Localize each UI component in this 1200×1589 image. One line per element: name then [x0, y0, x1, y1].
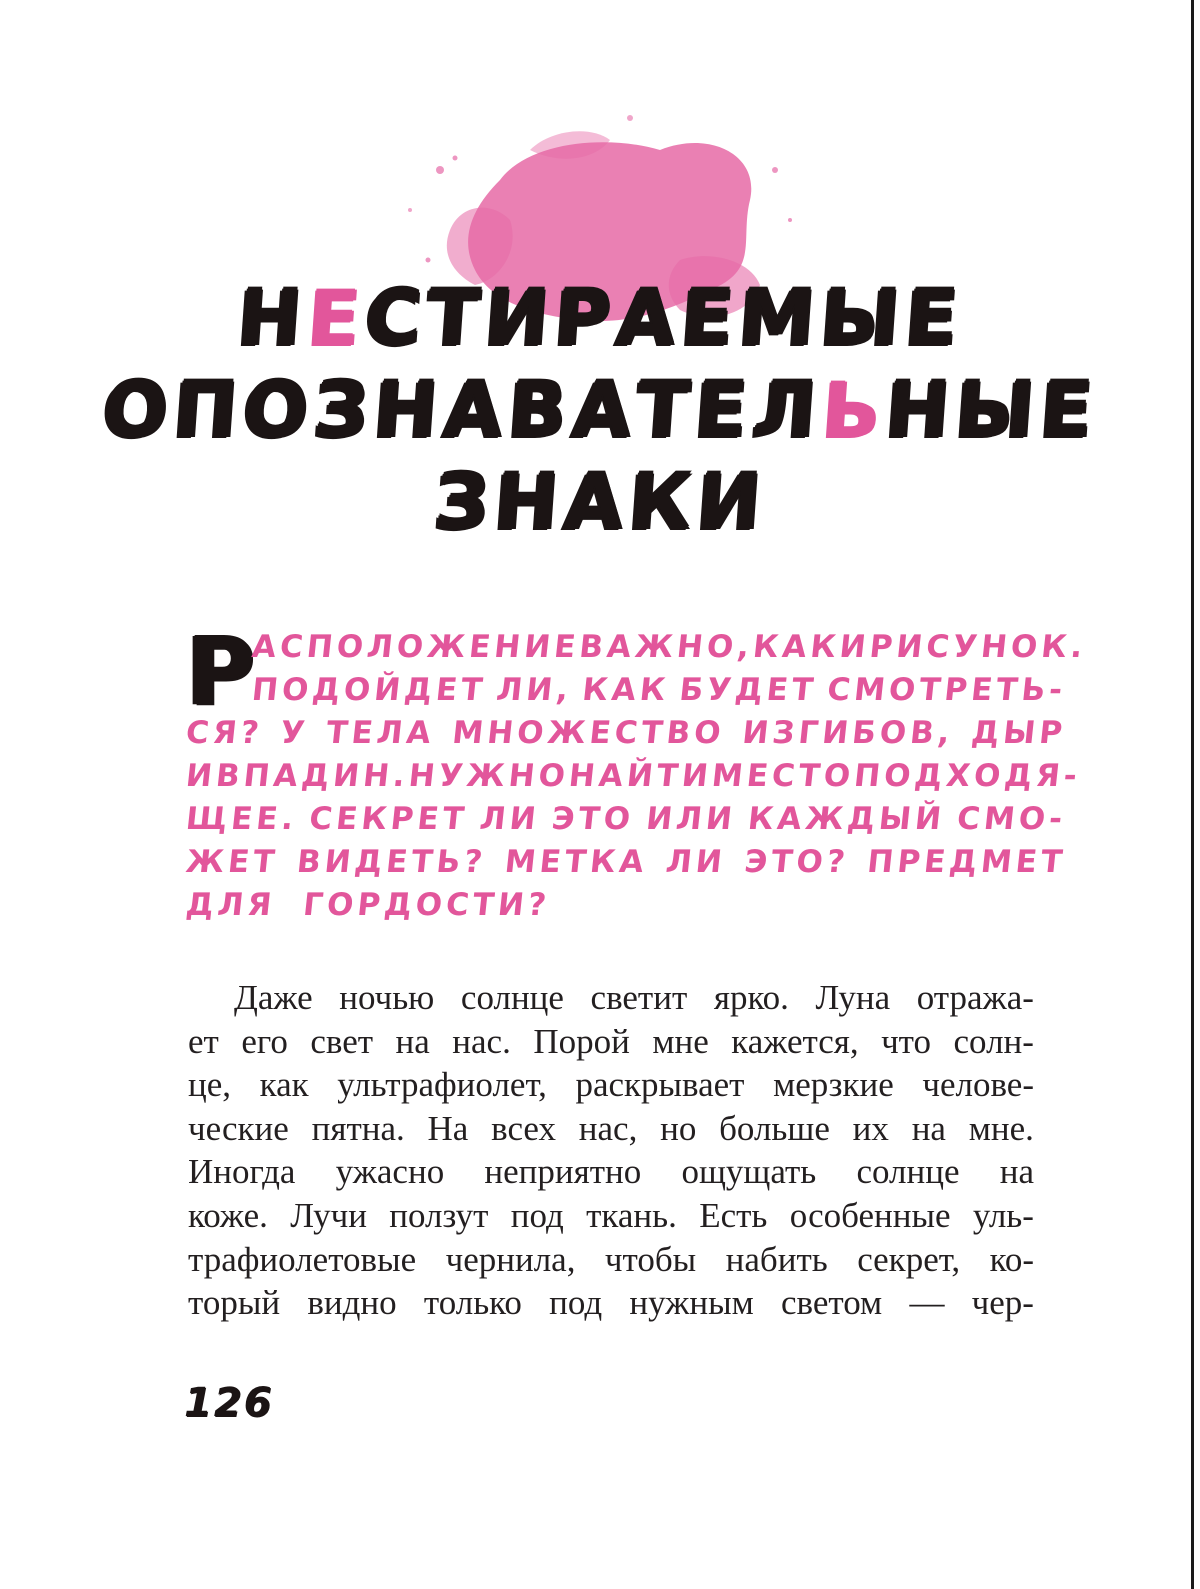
intro-word: ЛИ [664, 844, 728, 880]
intro-word: ДЫР [969, 715, 1068, 751]
body-word: торый [188, 1283, 281, 1323]
intro-word: СМО- [955, 801, 1068, 837]
drop-cap: Р [186, 617, 255, 726]
body-word: Даже [234, 978, 313, 1017]
title-line-1 [0, 273, 1200, 372]
body-word: Порой [533, 1021, 630, 1061]
body-line [188, 1063, 1034, 1107]
intro-word: МЕТКА [502, 844, 650, 880]
title-text: Н [234, 273, 311, 362]
title-text: ОПОЗНАВАТЕЛ [99, 365, 826, 454]
intro-word: ВИДЕТЬ? [295, 844, 489, 880]
intro-word: ИЗГИБОВ, [740, 715, 956, 751]
intro-paragraph [184, 617, 1089, 927]
intro-word: ТЕЛА [324, 715, 437, 751]
body-word: уль- [972, 1195, 1034, 1235]
intro-line [184, 798, 1069, 841]
body-word: мне. [968, 1108, 1034, 1148]
title-line-3 [0, 457, 1200, 556]
intro-lines [184, 617, 1089, 927]
body-word: под [510, 1195, 564, 1235]
page-number: 126 [184, 1380, 274, 1426]
body-word: мне [652, 1021, 709, 1061]
body-word: на [911, 1108, 946, 1148]
body-word: светом [780, 1283, 883, 1323]
body-word: солнце [460, 978, 564, 1017]
intro-word: ЭТО [549, 801, 636, 837]
body-word: секрет, [857, 1239, 961, 1279]
body-word: на [999, 1152, 1034, 1192]
body-line [188, 1107, 1034, 1151]
intro-word: СЕКРЕТ [307, 801, 470, 837]
intro-word: ДЛЯ [184, 887, 278, 923]
title-accent-letter: Ь [818, 365, 889, 454]
body-word: чернила, [445, 1239, 576, 1279]
intro-word: МЕСТО [710, 758, 857, 794]
page-edge-divider [1191, 0, 1194, 1589]
body-word: его [241, 1021, 288, 1061]
intro-line [184, 884, 1069, 927]
body-word: Луна [815, 978, 891, 1017]
title-text: НЫЕ [882, 365, 1102, 454]
body-word: солн- [953, 1021, 1034, 1061]
body-word: светит [590, 978, 688, 1017]
intro-word: НУЖНО [406, 758, 571, 794]
intro-word: НАЙТИ [567, 758, 714, 794]
body-word: только [423, 1283, 522, 1323]
body-word: набить [725, 1239, 828, 1279]
body-word: челове- [922, 1065, 1034, 1105]
body-word: больше [719, 1108, 830, 1148]
intro-word: АСПОЛОЖЕНИЕ [250, 629, 582, 665]
body-word: нас. [452, 1021, 511, 1061]
body-word: ткань. [586, 1195, 677, 1235]
intro-word: У [278, 715, 311, 751]
body-word: ползут [389, 1195, 489, 1235]
body-word: нужным [629, 1283, 754, 1323]
body-word: коже. [188, 1195, 268, 1235]
body-word: как [259, 1065, 309, 1105]
body-line [188, 1150, 1034, 1194]
body-word: кажется, [731, 1021, 859, 1061]
body-word: отража- [916, 978, 1034, 1017]
intro-word: СЯ? [184, 715, 265, 751]
intro-word: ЖЕТ [184, 844, 281, 880]
body-word: це, [188, 1065, 232, 1105]
intro-word: ИЛИ [644, 801, 738, 837]
intro-word: ГОРДОСТИ? [301, 887, 552, 923]
intro-word: ЛИ [478, 801, 542, 837]
body-line [188, 1238, 1034, 1282]
intro-line [184, 712, 1069, 755]
intro-word: БУДЕТ [677, 672, 819, 708]
intro-word: МНОЖЕСТВО [450, 715, 727, 751]
body-word: ярко. [713, 978, 789, 1017]
body-word: ко- [989, 1239, 1034, 1279]
intro-word: ВПАДИН. [214, 758, 411, 794]
body-word: Есть [699, 1195, 768, 1235]
body-word: Иногда [188, 1152, 296, 1192]
intro-word: РИСУНОК. [867, 629, 1089, 665]
intro-word: И [184, 758, 218, 794]
intro-word: ПОДОЙДЕТ [250, 672, 489, 708]
body-line [188, 1194, 1034, 1238]
body-word: особенные [789, 1195, 951, 1235]
intro-line [250, 669, 1069, 712]
body-word: их [852, 1108, 889, 1148]
body-word: ет [188, 1021, 219, 1061]
body-word: свет [310, 1021, 374, 1061]
body-word: всех [491, 1108, 556, 1148]
body-word: видно [307, 1283, 397, 1323]
intro-word: КАЖДЫЙ [746, 801, 947, 837]
body-word: что [881, 1021, 932, 1061]
intro-word: КАК [751, 629, 842, 665]
body-word: мерзкие [773, 1065, 894, 1105]
title-line-2 [0, 365, 1200, 464]
intro-line [250, 626, 1089, 669]
body-word: раскрывает [575, 1065, 745, 1105]
intro-word: ПОДХОДЯ- [852, 758, 1083, 794]
body-word: — [909, 1283, 945, 1323]
body-line [188, 1281, 1034, 1325]
body-word: нас, [578, 1108, 638, 1148]
body-word: но [660, 1108, 697, 1148]
body-word: пятна. [311, 1108, 405, 1148]
body-word: ночью [339, 978, 435, 1017]
body-word: неприятно [484, 1152, 642, 1192]
body-word: ощущать [681, 1152, 817, 1192]
body-line [188, 976, 1034, 1020]
intro-word: ПРЕДМЕТ [865, 844, 1068, 880]
title-accent-letter: Е [304, 273, 369, 362]
body-word: чер- [971, 1283, 1034, 1323]
intro-word: ВАЖНО, [577, 629, 755, 665]
body-paragraph [188, 976, 1034, 1325]
body-word: ультрафиолет, [337, 1065, 547, 1105]
intro-word: ЭТО? [742, 844, 851, 880]
intro-word: ЛИ, [494, 672, 574, 708]
title-text: ЗНАКИ [431, 457, 770, 546]
body-word: чтобы [604, 1239, 697, 1279]
intro-word: И [837, 629, 872, 665]
intro-line [184, 755, 1083, 798]
body-word: солнце [856, 1152, 960, 1192]
chapter-title [0, 273, 1200, 556]
body-word: трафиолетовые [188, 1239, 417, 1279]
intro-word: КАК [580, 672, 672, 708]
intro-word: ЩЕЕ. [184, 801, 300, 837]
body-word: на [395, 1021, 430, 1061]
body-word: На [427, 1108, 469, 1148]
intro-line [184, 841, 1069, 884]
body-lines [188, 976, 1034, 1325]
title-text: СТИРАЕМЫЕ [362, 273, 967, 362]
body-line [188, 1020, 1034, 1064]
body-word: ческие [188, 1108, 289, 1148]
intro-word: СМОТРЕТЬ- [825, 672, 1068, 708]
body-word: Лучи [290, 1195, 367, 1235]
body-word: ужасно [335, 1152, 445, 1192]
body-word: под [549, 1283, 603, 1323]
